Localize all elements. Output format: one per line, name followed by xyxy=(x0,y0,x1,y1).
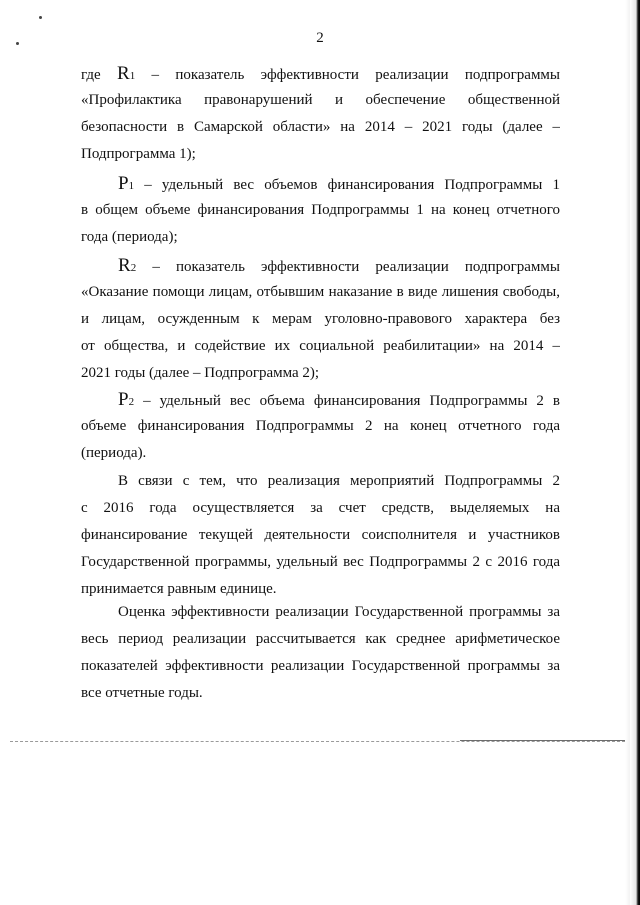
text-line: объеме финансирования Подпрограммы 2 на конец отчетного года xyxy=(81,418,560,434)
text-line: все отчетные годы. xyxy=(81,685,203,701)
text-line: года (периода); xyxy=(81,229,178,245)
text-line: 2021 годы (далее – Подпрограмма 2); xyxy=(81,365,320,381)
text-line: (периода). xyxy=(81,445,147,461)
scan-speck xyxy=(39,16,42,19)
text-line: показателей эффективности реализации Государственной программы за xyxy=(81,658,560,674)
paragraph-5 xyxy=(81,468,560,603)
text-line: принимается равным единице. xyxy=(81,581,277,597)
text-line: финансирование текущей деятельности соисполнителя и участников xyxy=(81,527,560,543)
scan-edge xyxy=(630,0,640,905)
text-line: Оценка эффективности реализации Государственной программы за xyxy=(118,604,560,620)
text-line: безопасности в Самарской области» на 2014 – 2021 годы (далее – xyxy=(81,119,560,135)
text-line: Подпрограмма 1); xyxy=(81,146,196,162)
scan-artifact-line xyxy=(10,741,625,742)
text-line: В связи с тем, что реализация мероприятий Подпрограммы 2 xyxy=(118,473,560,489)
text-line: в общем объеме финансирования Подпрограммы 1 на конец отчетного xyxy=(81,202,560,218)
text-line: «Оказание помощи лицам, отбывшим наказание в виде лишения свободы, xyxy=(81,284,560,300)
text-line: P2 – удельный вес объема финансирования Подпрограммы 2 в xyxy=(118,389,560,410)
scan-artifact-line xyxy=(460,740,625,741)
paragraph-4 xyxy=(81,386,560,467)
text-line: от общества, и содействие их социальной реабилитации» на 2014 – xyxy=(81,338,560,354)
paragraph-2 xyxy=(81,170,560,251)
paragraph-1 xyxy=(81,60,560,168)
text-line: где R1 – показатель эффективности реализации подпрограммы xyxy=(81,63,560,84)
text-line: Государственной программы, удельный вес Подпрограммы 2 с 2016 года xyxy=(81,554,560,570)
text-line: и лицам, осужденным к мерам уголовно-правового характера без xyxy=(81,311,560,327)
paragraph-3 xyxy=(81,252,560,387)
paragraph-6 xyxy=(81,599,560,707)
text-line: R2 – показатель эффективности реализации подпрограммы xyxy=(118,255,560,276)
text-line: с 2016 года осуществляется за счет средств, выделяемых на xyxy=(81,500,560,516)
text-line: P1 – удельный вес объемов финансирования Подпрограммы 1 xyxy=(118,173,560,194)
text-line: «Профилактика правонарушений и обеспечение общественной xyxy=(81,92,560,108)
page-number: 2 xyxy=(316,30,324,46)
text-line: весь период реализации рассчитывается как среднее арифметическое xyxy=(81,631,560,647)
